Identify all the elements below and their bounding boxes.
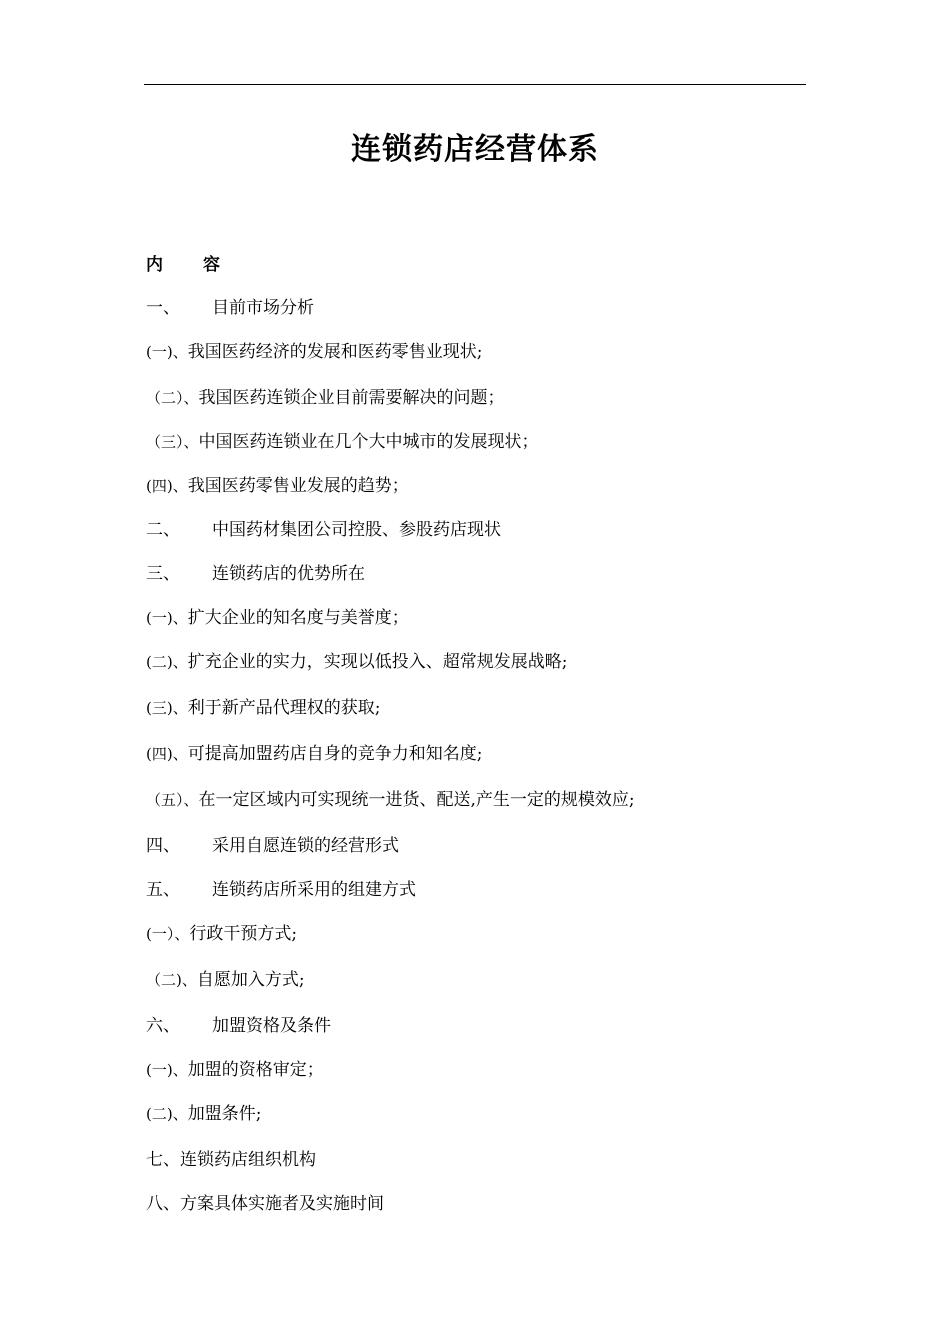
toc-item-number: 六、 bbox=[146, 1016, 180, 1036]
toc-item-text: 在一定区域内可实现统一进货、配送,产生一定的规模效应; bbox=[198, 790, 635, 810]
toc-item-text: 行政干预方式; bbox=[189, 924, 298, 944]
contents-heading-first: 内 bbox=[146, 255, 163, 275]
toc-item-text: 目前市场分析 bbox=[212, 298, 314, 318]
toc-item-number: （二）、 bbox=[146, 389, 199, 407]
toc-subsection bbox=[146, 922, 297, 946]
toc-item-number: 一、 bbox=[146, 298, 180, 318]
toc-subsection bbox=[146, 788, 635, 812]
toc-item-text: 加盟条件; bbox=[187, 1104, 262, 1124]
toc-subsection bbox=[146, 1058, 324, 1082]
toc-section bbox=[146, 296, 314, 320]
toc-section bbox=[146, 834, 399, 858]
toc-item-number: (三)、 bbox=[146, 699, 188, 717]
toc-subsection bbox=[146, 340, 482, 364]
toc-item-text: 自愿加入方式; bbox=[196, 970, 305, 990]
toc-item-text: 我国医药连锁企业目前需要解决的问题； bbox=[198, 388, 505, 408]
toc-item-number: (四)、 bbox=[146, 745, 188, 763]
toc-item-number: (一)、 bbox=[146, 1061, 188, 1079]
toc-item-number: （五）、 bbox=[146, 791, 199, 809]
toc-item-text: 加盟的资格审定； bbox=[187, 1060, 324, 1080]
toc-item-number: 三、 bbox=[146, 564, 180, 584]
toc-item-text: 我国医药零售业发展的趋势； bbox=[187, 476, 409, 496]
toc-item-text: 连锁药店组织机构 bbox=[180, 1150, 316, 1170]
toc-subsection bbox=[146, 1102, 261, 1126]
toc-item-text: 我国医药经济的发展和医药零售业现状; bbox=[187, 342, 483, 362]
toc-item-number: (四)、 bbox=[146, 477, 188, 495]
toc-item-number: (一)、 bbox=[146, 343, 188, 361]
toc-item-number: (二)、 bbox=[146, 1105, 188, 1123]
toc-item-text: 方案具体实施者及实施时间 bbox=[180, 1194, 384, 1214]
toc-section bbox=[146, 1192, 384, 1216]
toc-item-text: 连锁药店所采用的组建方式 bbox=[212, 880, 416, 900]
toc-item-text: 连锁药店的优势所在 bbox=[212, 564, 365, 584]
toc-item-text: 扩充企业的实力，实现以低投入、超常规发展战略; bbox=[187, 652, 568, 672]
toc-item-number: 七、 bbox=[146, 1150, 180, 1170]
toc-section bbox=[146, 562, 365, 586]
toc-section bbox=[146, 518, 501, 542]
toc-item-text: 加盟资格及条件 bbox=[212, 1016, 331, 1036]
toc-item-text: 中国医药连锁业在几个大中城市的发展现状； bbox=[198, 432, 539, 452]
toc-subsection bbox=[146, 606, 409, 630]
toc-item-text: 采用自愿连锁的经营形式 bbox=[212, 836, 399, 856]
contents-heading bbox=[146, 253, 220, 277]
toc-item-number: (二)、 bbox=[146, 653, 188, 671]
header-rule bbox=[144, 84, 806, 85]
toc-subsection bbox=[146, 474, 409, 498]
toc-section bbox=[146, 878, 416, 902]
toc-item-text: 可提高加盟药店自身的竞争力和知名度; bbox=[187, 744, 483, 764]
toc-subsection bbox=[146, 650, 567, 674]
toc-subsection bbox=[146, 742, 482, 766]
toc-item-number: 四、 bbox=[146, 836, 180, 856]
toc-subsection bbox=[146, 430, 539, 454]
contents-heading-second: 容 bbox=[203, 255, 220, 275]
toc-section bbox=[146, 1014, 331, 1038]
toc-item-number: (一）、 bbox=[146, 925, 190, 943]
toc-item-number: （二)、 bbox=[146, 971, 197, 989]
document-title: 连锁药店经营体系 bbox=[351, 132, 599, 167]
toc-subsection bbox=[146, 386, 505, 410]
toc-item-number: 五、 bbox=[146, 880, 180, 900]
toc-item-text: 利于新产品代理权的获取; bbox=[187, 698, 381, 718]
toc-subsection bbox=[146, 968, 305, 992]
toc-item-text: 扩大企业的知名度与美誉度； bbox=[187, 608, 409, 628]
toc-section bbox=[146, 1148, 316, 1172]
toc-item-number: (一)、 bbox=[146, 609, 188, 627]
toc-item-number: 八、 bbox=[146, 1194, 180, 1214]
toc-item-number: （三）、 bbox=[146, 433, 199, 451]
toc-subsection bbox=[146, 696, 380, 720]
toc-item-text: 中国药材集团公司控股、参股药店现状 bbox=[212, 520, 501, 540]
toc-item-number: 二、 bbox=[146, 520, 180, 540]
